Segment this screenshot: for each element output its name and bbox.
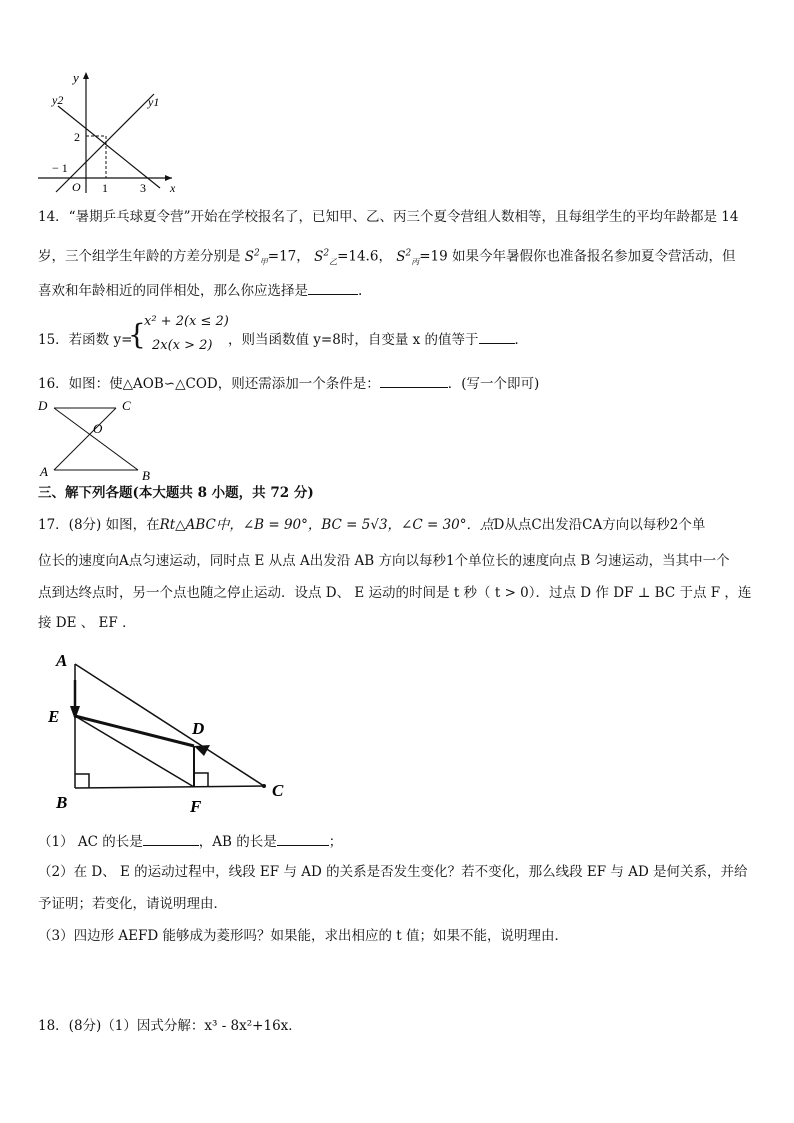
q17-p1b: ，AB 的长是 [198, 834, 277, 850]
q14-line1 [38, 208, 738, 226]
q17-p1c: ； [328, 834, 343, 850]
point-C [262, 784, 266, 788]
segment-AC [75, 664, 264, 786]
q17-l1c: D从点C出发沿CA方向以每秒2个单 [493, 517, 706, 533]
q17-l3: 点到达终点时，另一个点也随之停止运动．设点 D、 E 运动的时间是 t 秒（ t > 0）．过点 D 作 DF ⊥ BC 于点 F ，连 [38, 585, 752, 601]
segment-CA [54, 408, 116, 470]
label-O: O [93, 421, 103, 436]
q16-text: 16．如图：使△AOB∽△COD，则还需添加一个条件是： [38, 376, 380, 392]
q17-part2-line1 [38, 863, 748, 881]
variance-yi-value: =14.6 [337, 248, 379, 265]
tick-1: 1 [102, 181, 108, 195]
q14-sep2: ， [378, 248, 392, 265]
q14-line3: 喜欢和年龄相近的同伴相处，那么你应选择是 . [38, 283, 363, 299]
right-angle-F [194, 773, 208, 787]
label-y2: y2 [52, 93, 64, 107]
label-axis-x: x [170, 181, 176, 195]
q14-line2 [38, 244, 736, 271]
label-A: A [40, 464, 48, 479]
label-y1: y1 [148, 95, 160, 109]
variance-yi: $S^2_乙$ [314, 248, 338, 267]
q16-line [38, 374, 539, 393]
q17-figure [44, 648, 304, 820]
q14-sep1: ， [296, 248, 310, 265]
line-y1 [56, 94, 154, 192]
piecewise-case1: x² + 2(x ≤ 2) [144, 314, 229, 329]
q15-answer-blank[interactable] [479, 330, 515, 344]
q17-rt: Rt△ABC [159, 517, 216, 533]
q15-suffix: ，则当函数值 y=8时，自变量 x 的值等于 [228, 332, 479, 348]
segment-EF [75, 716, 194, 787]
right-angle-B [75, 774, 89, 788]
segment-DB [54, 408, 138, 470]
q17-line4 [38, 614, 136, 632]
q14-line3-text: 喜欢和年龄相近的同伴相处，那么你应选择是 [38, 283, 308, 299]
label-D: D [192, 719, 205, 738]
q17-part3 [38, 927, 568, 945]
q17-l1a: 17．(8分) 如图，在 [38, 517, 160, 533]
linear-functions-graph [30, 68, 190, 198]
q18 [38, 1017, 302, 1035]
q16-end: ．(写一个即可) [447, 376, 540, 392]
label-E: E [48, 707, 60, 726]
q17-part2-line2 [38, 895, 227, 913]
q15-end: ． [514, 332, 529, 348]
q17-line3 [38, 584, 751, 602]
section-heading-text: 三、解下列各题(本大题共 8 小题，共 72 分) [38, 485, 314, 501]
q14-line1-text: 14．“暑期乒乓球夏令营”开始在学校报名了，已知甲、乙、丙三个夏令营组人数相等，且每组学生的平均年龄都是 14 [38, 209, 739, 225]
q17-p2-l2: 予证明；若变化，请说明理由． [38, 896, 227, 912]
q16-figure [36, 396, 156, 482]
q17-ab-blank[interactable] [277, 832, 329, 846]
tick-2: 2 [74, 130, 80, 144]
q17-p3: （3）四边形 AEFD 能够成为菱形吗？如果能，求出相应的 t 值；如果不能，说明理由． [38, 928, 568, 944]
q15 [38, 313, 638, 359]
q15-suffix-wrap [228, 328, 528, 348]
label-F: F [190, 797, 202, 816]
variance-bing-value: =19 [419, 248, 448, 265]
q16-answer-blank[interactable] [380, 374, 448, 388]
arrow-head-D [194, 745, 210, 756]
q15-prefix: 15．若函数 y= [38, 332, 133, 348]
tick-3: 3 [140, 181, 146, 195]
q17-p1a: （1） AC 的长是 [38, 834, 143, 850]
segment-BC [75, 786, 264, 788]
label-A: A [56, 651, 68, 670]
segment-ED [75, 716, 194, 746]
q14-answer-blank[interactable] [308, 281, 358, 295]
label-D: D [38, 398, 48, 413]
label-B: B [56, 793, 68, 812]
y-axis-arrow [83, 72, 89, 79]
piecewise-brace: { [128, 318, 146, 351]
section-heading [38, 484, 314, 502]
label-axis-y: y [73, 70, 79, 85]
q17-line1 [38, 516, 705, 534]
q17-part1 [38, 832, 342, 851]
tick-neg1: − 1 [52, 161, 68, 175]
variance-jia-value: =17 [267, 248, 297, 265]
q14-line2-rest: 如果今年暑假你也准备报名参加夏令营活动，但 [452, 248, 736, 265]
label-C: C [272, 781, 284, 800]
q14-line2-text: 岁，三个组学生年龄的方差分别是 [38, 248, 241, 265]
q17-line2 [38, 552, 730, 570]
q17-l4: 接 DE 、 EF ． [38, 615, 136, 631]
origin-label: O [72, 180, 81, 194]
q18-text: 18．(8分)（1）因式分解：x³ - 8x²+16x． [38, 1018, 302, 1034]
label-B: B [142, 468, 150, 482]
label-C: C [122, 398, 131, 413]
variance-bing: $S^2_丙$ [396, 248, 420, 267]
q17-l1b: 中，∠B = 90°，BC = 5√3，∠C = 30°．点 [215, 517, 494, 533]
q17-p2-l1: （2）在 D、 E 的运动过程中，线段 EF 与 AD 的关系是否发生变化？若不变化，那么线段 EF 与 AD 是何关系，并给 [38, 864, 748, 880]
q17-ac-blank[interactable] [143, 832, 199, 846]
line-y2 [58, 106, 160, 188]
variance-jia: $S^2_甲$ [244, 248, 268, 267]
q17-l2: 位长的速度向A点匀速运动，同时点 E 从点 A出发沿 AB 方向以每秒1个单位长的速度向点 B 匀速运动，当其中一个 [38, 553, 730, 569]
piecewise-case2: 2x(x > 2) [152, 338, 213, 353]
